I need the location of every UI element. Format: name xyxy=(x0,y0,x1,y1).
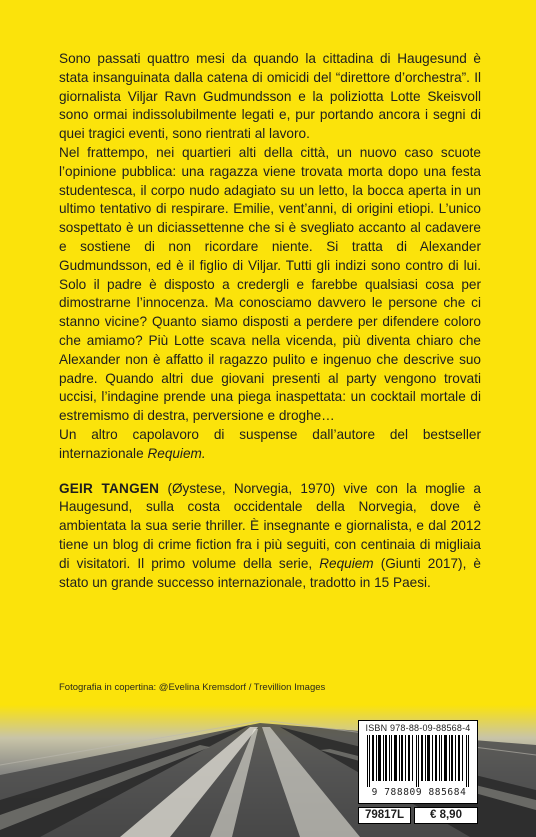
synopsis-closing xyxy=(59,426,481,464)
ean-digits: 9 788809 885684 xyxy=(371,787,467,798)
internal-code: 79817L xyxy=(358,807,411,824)
closing-text: Un altro capolavoro di suspense dall’autore del bestseller internazionale xyxy=(59,426,481,461)
author-bio-book-title: Requiem xyxy=(319,555,374,571)
isbn-number: ISBN 978-88-09-88568-4 xyxy=(365,723,471,733)
author-bio-part2: (Giunti 2017), è stato un grande successo internazionale, tradotto in 15 Paesi. xyxy=(59,555,481,590)
photo-credit: Fotografia in copertina: @Evelina Kremsdorf / Trevillion Images xyxy=(59,682,326,693)
author-name: GEIR TANGEN xyxy=(59,480,160,496)
back-cover-text xyxy=(59,50,481,592)
price-tag: € 8,90 xyxy=(414,807,478,824)
author-bio xyxy=(59,480,481,593)
barcode-label xyxy=(358,720,478,804)
author-bio-part1: (Øystese, Norvegia, 1970) vive con la moglie a Haugesund, sulla costa occidentale della Norvegia, dove è ambientata la sua serie thriller. È insegnante e giornalista, e dal 2012 tiene un blog di crime fiction fra i più seguiti, con centinaia di migliaia di visitatori. Il primo volume della serie, xyxy=(59,480,481,571)
synopsis-paragraph-2: Nel frattempo, nei quartieri alti della città, un nuovo caso scuote l’opinione pubblica: una ragazza viene trovata morta dopo una festa studentesca, il corpo nudo adagiato su un letto, la bocca aperta in un ultimo tentativo di respirare. Emilie, vent’anni, di origini etiopi. L’unico sospettato è un diciassettenne che si è svegliato accanto al cadavere e sostiene di non ricordare niente. Si tratta di Alexander Gudmundsson, ed è il figlio di Viljar. Tutti gli indizi sono contro di lui. Solo il padre è disposto a credergli e farebbe qualsiasi cosa per dimostrarne l’innocenza. Ma conosciamo davvero le persone che ci stanno vicine? Quanto siamo disposti a perdere per difendere coloro che amiamo? Più Lotte scava nella vicenda, più diventa chiaro che Alexander non è affatto il ragazzo pulito e ingenuo che descrive suo padre. Quando altri due giovani presenti al party vengono trovati uccisi, l’indagine prende una piega inaspettata: un cocktail mortale di estremismo di destra, perversione e droghe… xyxy=(59,144,481,424)
synopsis-paragraph-1: Sono passati quattro mesi da quando la cittadina di Haugesund è stata insanguinata dalla catena di omicidi del “direttore d’orchestra”. Il giornalista Viljar Ravn Gudmundsson e la poliziotta Lotte Skeisvoll sono ormai indissolubilmente legati e, pur portando ancora i segni di quei tragici eventi, sono rientrati al lavoro. xyxy=(59,51,481,142)
closing-book-title: Requiem. xyxy=(147,445,206,461)
barcode-graphic xyxy=(365,735,473,787)
